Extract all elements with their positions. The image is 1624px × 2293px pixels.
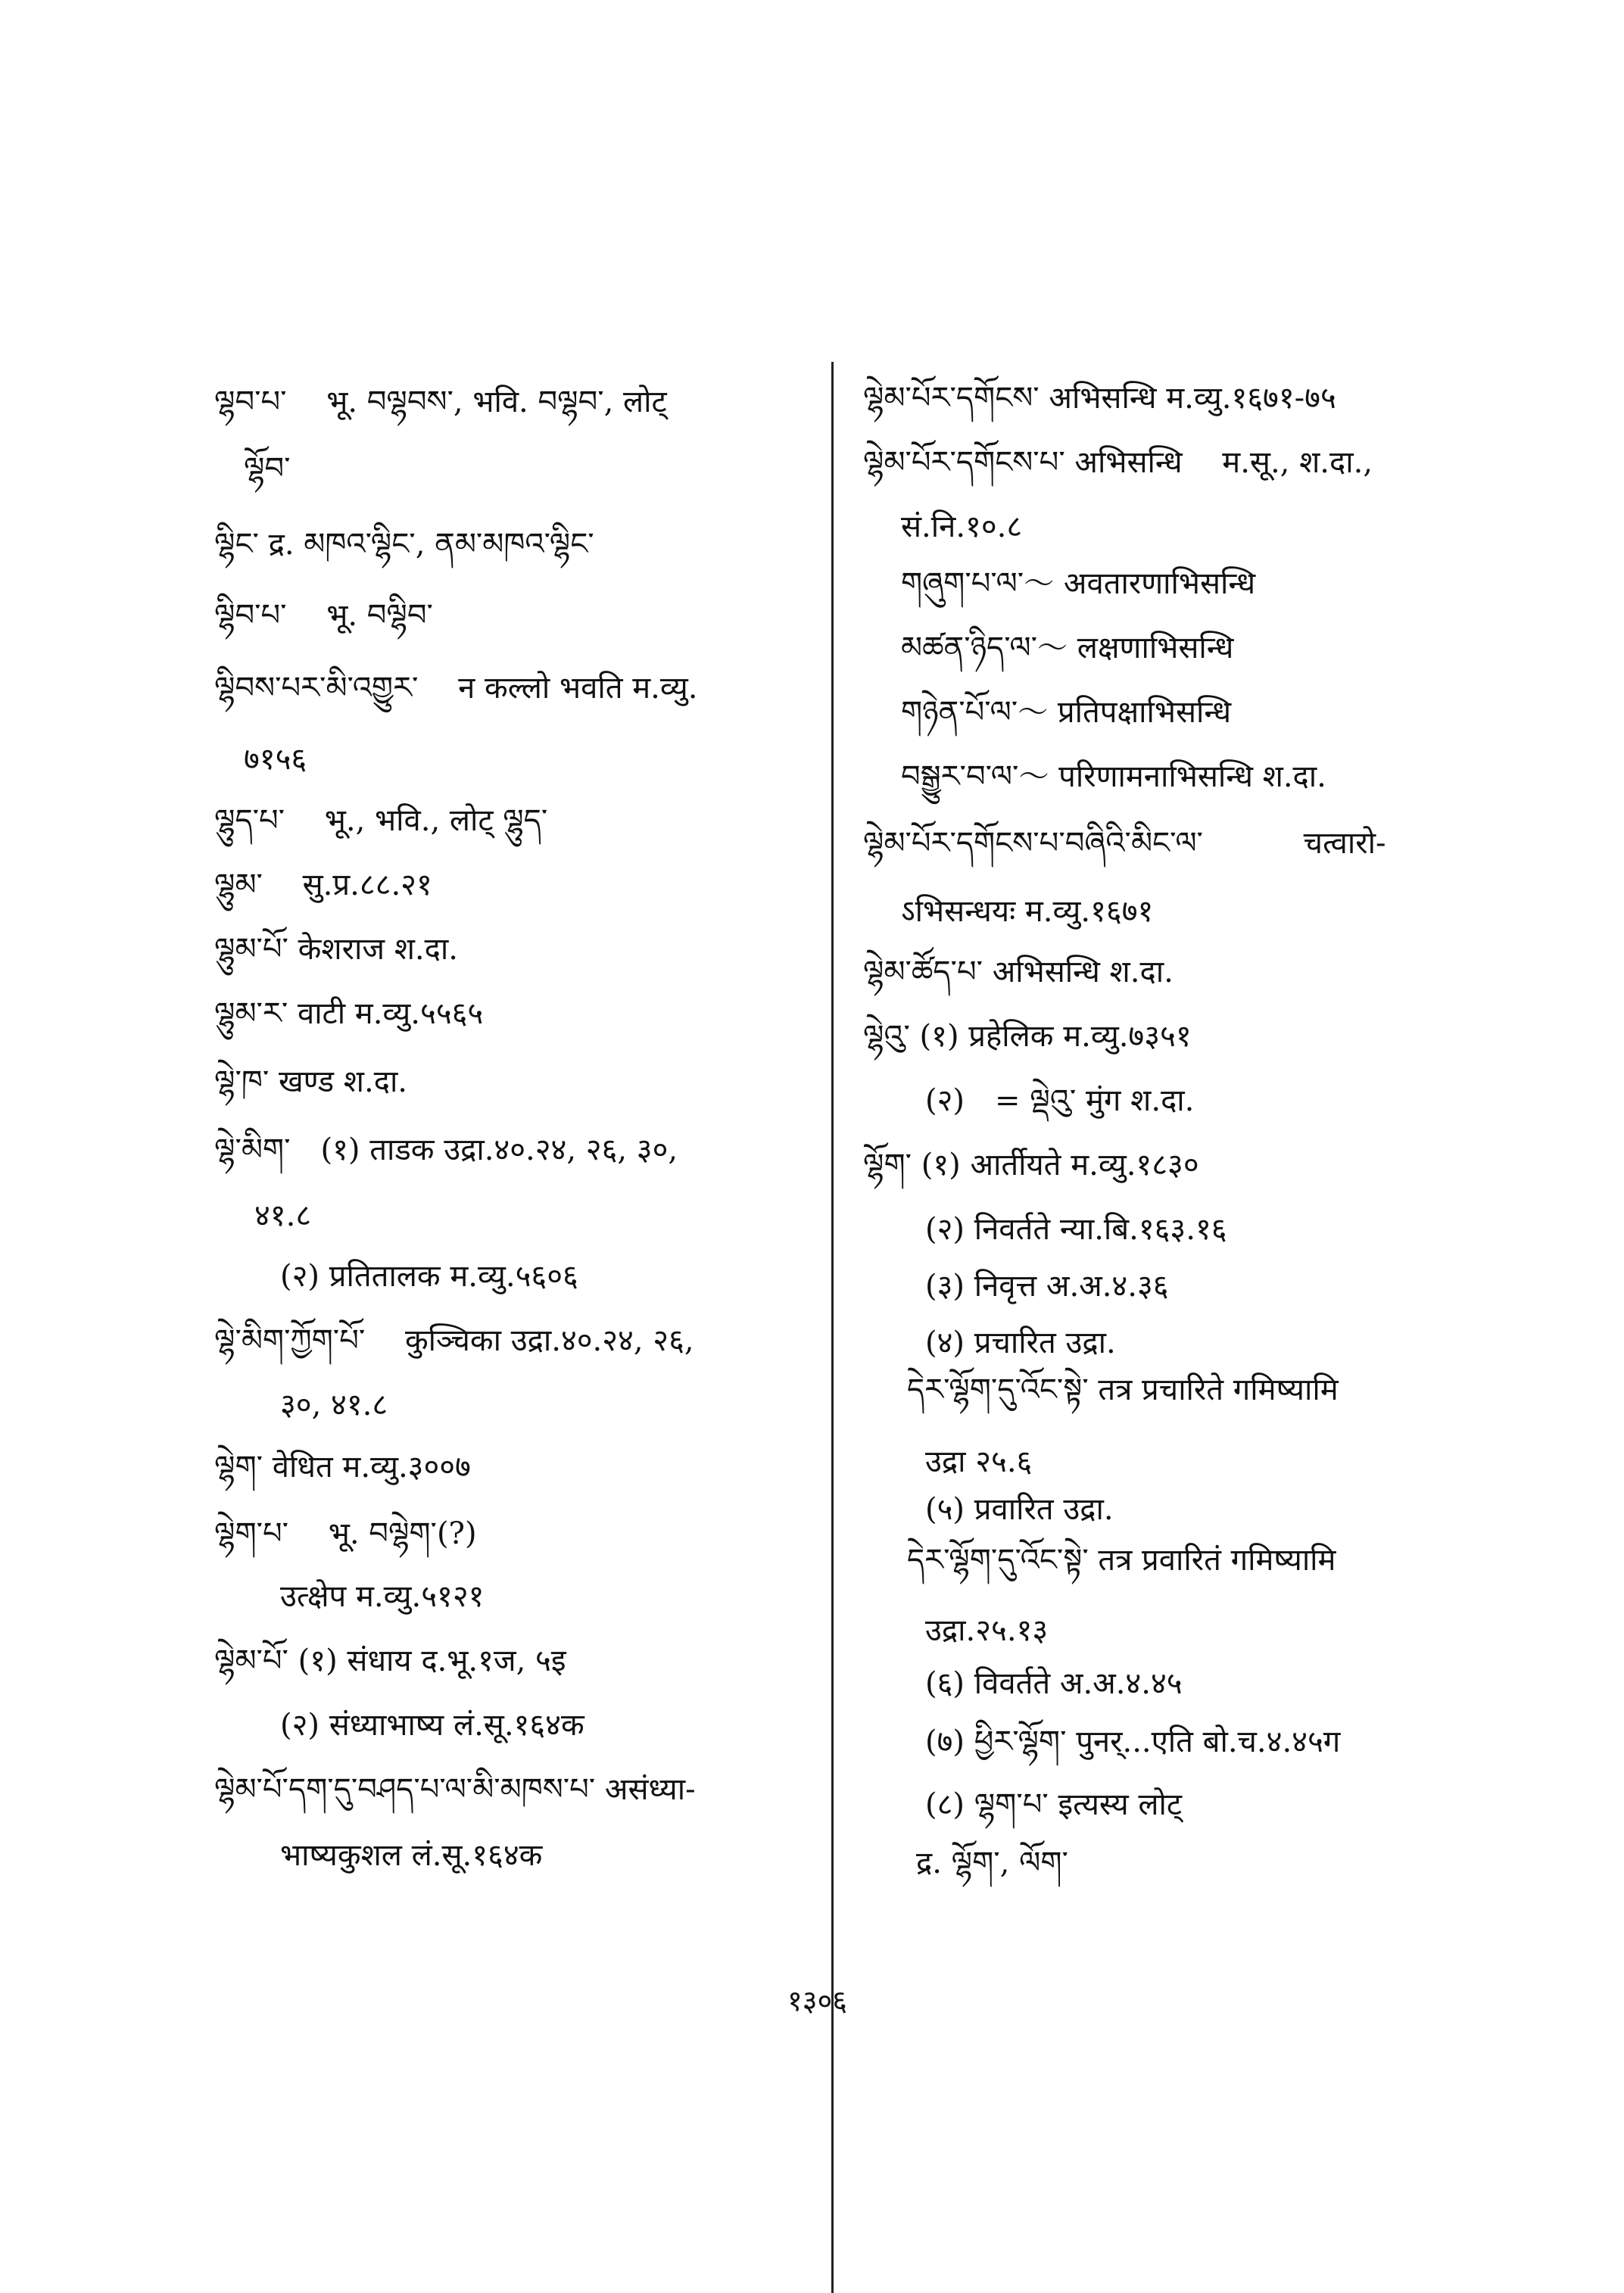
entry-line: ལྷེམ་པོ་དག་དུ་བཤད་པ་ལ་མི་མཁས་པ་ असंध्या- xyxy=(214,1772,696,1807)
entry-line: (७) ཕྱིར་ལྷོག་ पुनर्...एति बो.च.४.४५ग xyxy=(925,1724,1341,1759)
entry-line: ལྷེམ་ཚོད་པ་ अभिसन्धि श.दा. xyxy=(863,955,1174,989)
entry-line: (२) = ལྡེའུ་ मुंग श.दा. xyxy=(925,1083,1195,1118)
entry-line: ལྷུམ་ सु.प्र.८८.२१ xyxy=(214,868,432,902)
entry-line: उत्क्षेप म.व्यु.५१२१ xyxy=(280,1579,485,1614)
entry-line: (८) ལྷག་པ་ इत्यस्य लोट् xyxy=(925,1787,1183,1822)
entry-line: ལྷིབ་པ་ भू. བལྷིབ་ xyxy=(214,598,433,633)
entry-line: ལྷེ་མིག་ (१) ताडक उद्रा.४०.२४, २६, ३०, xyxy=(214,1132,678,1167)
entry-line: གཉེན་པོ་ལ་～ प्रतिपक्षाभिसन्धि xyxy=(901,695,1232,730)
entry-line: सं.नि.१०.८ xyxy=(901,509,1023,544)
entry-line: ལྷེ་ཁ་ खण्ड श.दा. xyxy=(214,1064,408,1099)
entry-line: ४१.८ xyxy=(254,1198,312,1233)
entry-line: དེར་ལྷོག་དུ་འོང་སྟེ་ तत्र प्रचारिते गमिष्यामि xyxy=(907,1372,1339,1407)
entry-line: (२) प्रतितालक म.व्यु.५६०६ xyxy=(280,1259,578,1294)
entry-line: ३०, ४१.८ xyxy=(280,1388,388,1422)
entry-line: དེར་ལྷོག་དུ་འོང་སྟེ་ तत्र प्रवारितं गमिष्यामि xyxy=(907,1543,1336,1578)
entry-line: ལྷུམ་ར་ वाटी म.व्यु.५५६५ xyxy=(214,996,484,1031)
entry-line: ७१५६ xyxy=(244,742,307,777)
entry-line: ལྷིབས་པར་མི་འགྱུར་ न कल्लो भवति म.व्यु. xyxy=(214,671,698,706)
entry-line: (३) निवृत्त अ.अ.४.३६ xyxy=(925,1269,1169,1304)
entry-line: ལྷབ་པ་ भू. བལྷབས་, भवि. བལྷབ་, लोट् xyxy=(214,385,667,419)
entry-line: (२) संध्याभाष्य लं.सू.१६४क xyxy=(280,1708,584,1743)
entry-line: ལྷུམ་པོ་ केशराज श.दा. xyxy=(214,932,458,967)
entry-line: ལྷིང་ द्र. མཁའ་ལྷིང་, ནམ་མཁའ་ལྷིང་ xyxy=(214,527,594,562)
entry-line: བསྒྱུར་བ་ལ་～ परिणामनाभिसन्धि श.दा. xyxy=(901,759,1326,794)
entry-line: ལྷེམ་པོར་དགོངས་ अभिसन्धि म.व्यु.१६७१-७५ xyxy=(863,381,1336,416)
entry-line: भाष्यकुशल लं.सू.१६४क xyxy=(280,1838,543,1873)
entry-line: ལྷུད་པ་ भू., भवि., लोट् ལྷུད་ xyxy=(214,803,548,838)
entry-line: ལྷེག་པ་ भू. བལྷེག་(?) xyxy=(214,1516,477,1551)
entry-line: མཚན་ཉིད་ལ་～ लक्षणाभिसन्धि xyxy=(901,631,1234,665)
entry-line: ལྷོབ་ xyxy=(244,451,291,486)
entry-line: द्र. ལྷོག་, ལོག་ xyxy=(916,1846,1068,1880)
entry-line: (६) विवर्तते अ.अ.४.४५ xyxy=(925,1666,1183,1701)
entry-line: ལྷེ་མིག་ཀྱོག་པོ་ कुञ्चिका उद्रा.४०.२४, २६, xyxy=(214,1323,694,1358)
entry-line: གཞུག་པ་ལ་～ अवतारणाभिसन्धि xyxy=(901,566,1256,601)
entry-line: ལྷེའུ་ (१) प्रहेलिक म.व्यु.७३५१ xyxy=(863,1019,1192,1054)
entry-line: उद्रा २५.६ xyxy=(925,1444,1033,1479)
entry-line: ལྷེམ་པོ་ (१) संधाय द.भू.१ज, ५इ xyxy=(214,1643,566,1678)
entry-line: ऽभिसन्धयः म.व्यु.१६७१ xyxy=(901,894,1154,929)
entry-line: उद्रा.२५.१३ xyxy=(925,1613,1049,1648)
entry-line: (४) प्रचारित उद्रा. xyxy=(925,1326,1116,1360)
entry-line: (२) निवर्तते न्या.बि.१६३.१६ xyxy=(925,1212,1227,1247)
entry-line: ལྷོག་ (१) आर्तीयते म.व्यु.१८३० xyxy=(863,1148,1199,1182)
entry-line: (५) प्रवारित उद्रा. xyxy=(925,1492,1114,1527)
entry-line: ལྷེམ་པོར་དགོངས་པ་ अभिसन्धि म.सू., श.दा., xyxy=(863,445,1373,480)
entry-line: ལྷེག་ वेधित म.व्यु.३००७ xyxy=(214,1450,471,1485)
entry-line: ལྷེམ་པོར་དགོངས་པ་བཞིའི་མིང་ལ་ चत्वारो- xyxy=(863,826,1386,861)
page-number: १३०६ xyxy=(787,1984,848,2017)
